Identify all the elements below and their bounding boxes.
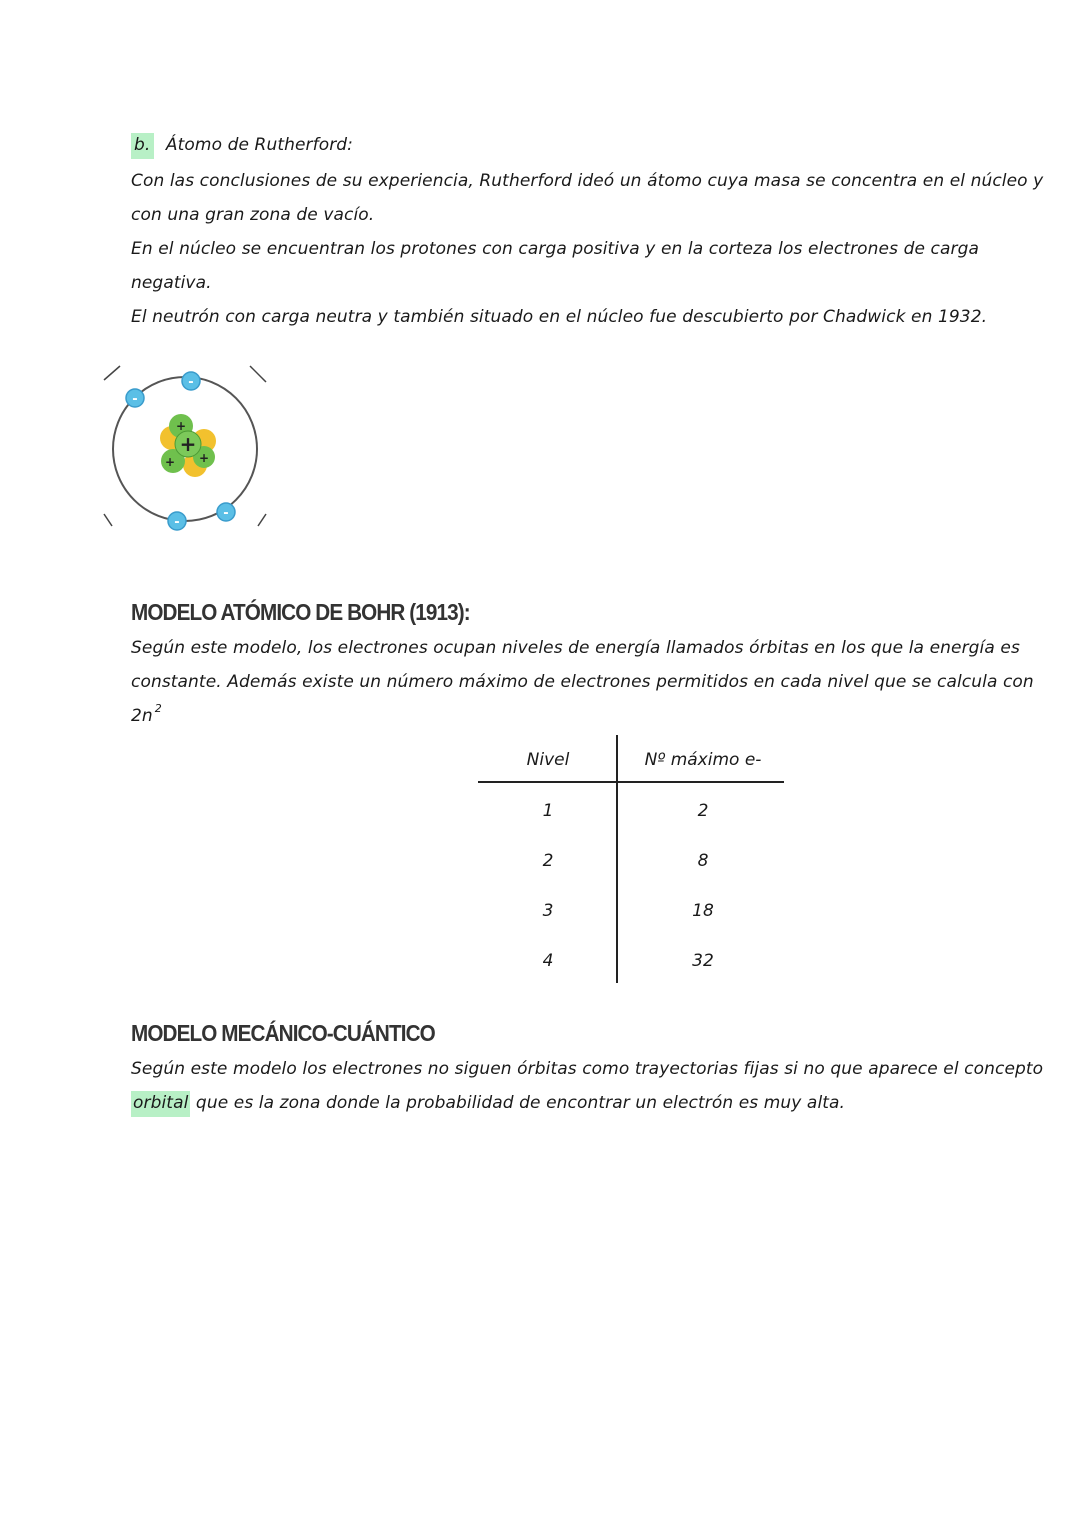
electron	[168, 512, 186, 530]
rutherford-paragraph-line: negativa.	[131, 273, 212, 293]
table-cell-max: 8	[697, 851, 709, 871]
svg-text:-: -	[174, 515, 180, 530]
proton-symbol: +	[179, 432, 197, 456]
table-header-max-electrons: Nº máximo e-	[644, 750, 762, 770]
formula-base: 2n	[131, 706, 153, 726]
rutherford-paragraph-line: Con las conclusiones de su experiencia, Rutherford ideó un átomo cuya masa se concentra en el núcleo y	[131, 171, 1044, 191]
proton-symbol: +	[175, 419, 187, 433]
table-cell-level: 4	[542, 951, 554, 971]
bohr-paragraph-line: Según este modelo, los electrones ocupan niveles de energía llamados órbitas en los que la energía es	[131, 638, 1020, 658]
cuantico-paragraph-line: Según este modelo los electrones no siguen órbitas como trayectorias fijas si no que aparece el concepto	[131, 1059, 1044, 1079]
proton-symbol: +	[198, 451, 210, 465]
rutherford-title-line	[131, 135, 353, 155]
electron	[126, 389, 144, 407]
cuantico-heading: MODELO MECÁNICO-CUÁNTICO	[131, 1020, 435, 1046]
rutherford-paragraph-line: En el núcleo se encuentran los protones con carga positiva y en la corteza los electrones de carga	[131, 239, 979, 259]
rutherford-title: Átomo de Rutherford:	[165, 135, 354, 155]
corner-mark	[104, 514, 112, 526]
corner-mark	[250, 366, 266, 382]
electron	[182, 372, 200, 390]
table-divider-horizontal	[478, 781, 784, 783]
table-cell-level: 2	[542, 851, 554, 871]
bohr-paragraph-line: constante. Además existe un número máximo de electrones permitidos en cada nivel que se calcula con	[131, 672, 1034, 692]
bohr-heading: MODELO ATÓMICO DE BOHR (1913):	[131, 599, 470, 625]
svg-text:-: -	[188, 375, 194, 390]
rutherford-atom-image	[100, 362, 270, 537]
corner-mark	[104, 366, 120, 380]
nucleus	[160, 414, 216, 477]
table-cell-max: 18	[692, 901, 714, 921]
svg-text:-: -	[132, 392, 138, 407]
proton-symbol: +	[164, 455, 176, 469]
svg-text:-: -	[223, 506, 229, 521]
cuantico-paragraph-line	[131, 1093, 845, 1113]
electron	[217, 503, 235, 521]
table-header-level: Nivel	[526, 750, 570, 770]
formula-exponent: 2	[154, 702, 162, 715]
section-marker: b.	[131, 133, 154, 159]
cuantico-text: que es la zona donde la probabilidad de encontrar un electrón es muy alta.	[190, 1093, 846, 1113]
table-cell-max: 32	[692, 951, 714, 971]
table-cell-level: 3	[542, 901, 554, 921]
bohr-formula	[131, 702, 162, 726]
rutherford-paragraph-line: El neutrón con carga neutra y también situado en el núcleo fue descubierto por Chadwick en 1932.	[131, 307, 988, 327]
table-cell-max: 2	[697, 801, 709, 821]
highlighted-term: orbital	[131, 1091, 190, 1117]
corner-mark	[258, 514, 266, 526]
rutherford-paragraph-line: con una gran zona de vacío.	[131, 205, 375, 225]
bohr-levels-table	[478, 735, 788, 985]
table-cell-level: 1	[542, 801, 554, 821]
